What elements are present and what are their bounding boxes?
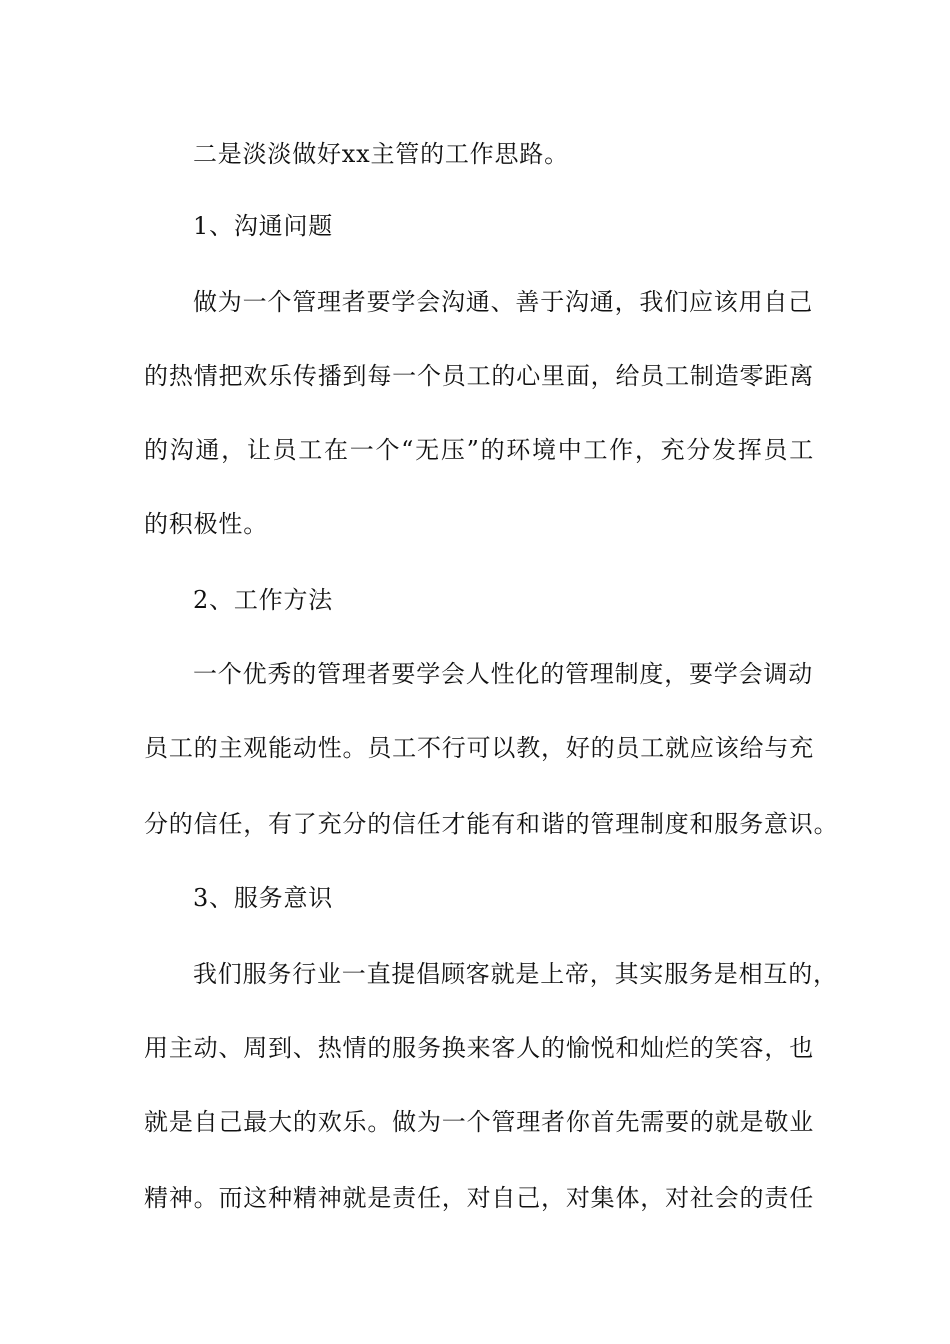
paragraph-intro: 二是淡淡做好xx主管的工作思路。	[193, 140, 569, 168]
heading-work-method: 2、工作方法	[193, 586, 334, 614]
paragraph-communication-line-4: 的积极性。	[144, 510, 268, 538]
paragraph-service-line-4: 精神。而这种精神就是责任，对自己，对集体，对社会的责任	[144, 1184, 814, 1212]
paragraph-communication-line-2: 的热情把欢乐传播到每一个员工的心里面，给员工制造零距离	[144, 362, 814, 390]
paragraph-work-method-line-3: 分的信任，有了充分的信任才能有和谐的管理制度和服务意识。	[144, 810, 839, 838]
paragraph-work-method-line-1: 一个优秀的管理者要学会人性化的管理制度，要学会调动	[193, 660, 813, 688]
paragraph-communication-line-1: 做为一个管理者要学会沟通、善于沟通，我们应该用自己	[193, 288, 813, 316]
paragraph-service-line-3: 就是自己最大的欢乐。做为一个管理者你首先需要的就是敬业	[144, 1108, 814, 1136]
paragraph-work-method-line-2: 员工的主观能动性。员工不行可以教，好的员工就应该给与充	[144, 734, 814, 762]
paragraph-service-line-2: 用主动、周到、热情的服务换来客人的愉悦和灿烂的笑容，也	[144, 1034, 814, 1062]
heading-service-awareness: 3、服务意识	[193, 884, 334, 912]
heading-communication: 1、沟通问题	[193, 212, 334, 240]
paragraph-communication-line-3: 的沟通，让员工在一个“无压”的环境中工作，充分发挥员工	[144, 436, 814, 464]
paragraph-service-line-1: 我们服务行业一直提倡顾客就是上帝，其实服务是相互的，	[193, 960, 838, 988]
